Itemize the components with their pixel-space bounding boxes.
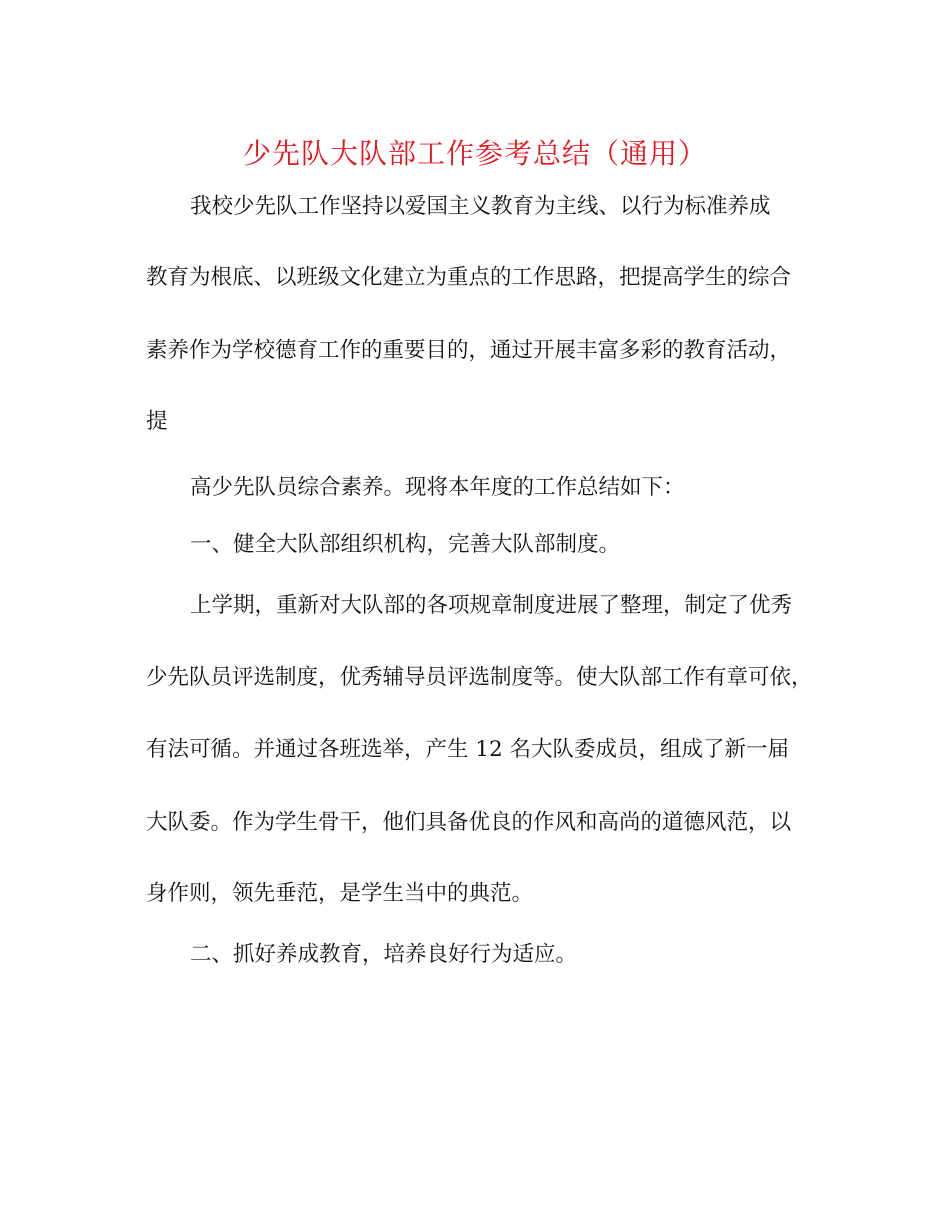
document-title: 少先队大队部工作参考总结（通用） (242, 137, 707, 170)
paragraph-line: 有法可循。并通过各班选举，产生 12 名大队委成员，组成了新一届 (146, 737, 790, 762)
paragraph-line: 素养作为学校德育工作的重要目的，通过开展丰富多彩的教育活动， (146, 338, 792, 363)
section-heading: 二、抓好养成教育，培养良好行为适应。 (190, 942, 578, 967)
paragraph-line: 高少先队员综合素养。现将本年度的工作总结如下： (190, 475, 685, 500)
paragraph-line: 我校少先队工作坚持以爱国主义教育为主线、以行为标准养成 (190, 194, 771, 219)
paragraph-line: 少先队员评选制度，优秀辅导员评选制度等。使大队部工作有章可依， (146, 665, 813, 690)
section-heading: 一、健全大队部组织机构，完善大队部制度。 (190, 532, 621, 557)
paragraph-line: 大队委。作为学生骨干，他们具备优良的作风和高尚的道德风范，以 (146, 810, 792, 835)
paragraph-line: 身作则，领先垂范，是学生当中的典范。 (146, 881, 534, 906)
paragraph-line: 提 (146, 409, 168, 434)
paragraph-line: 教育为根底、以班级文化建立为重点的工作思路，把提高学生的综合 (146, 265, 792, 290)
paragraph-line: 上学期，重新对大队部的各项规章制度进展了整理，制定了优秀 (190, 593, 793, 618)
